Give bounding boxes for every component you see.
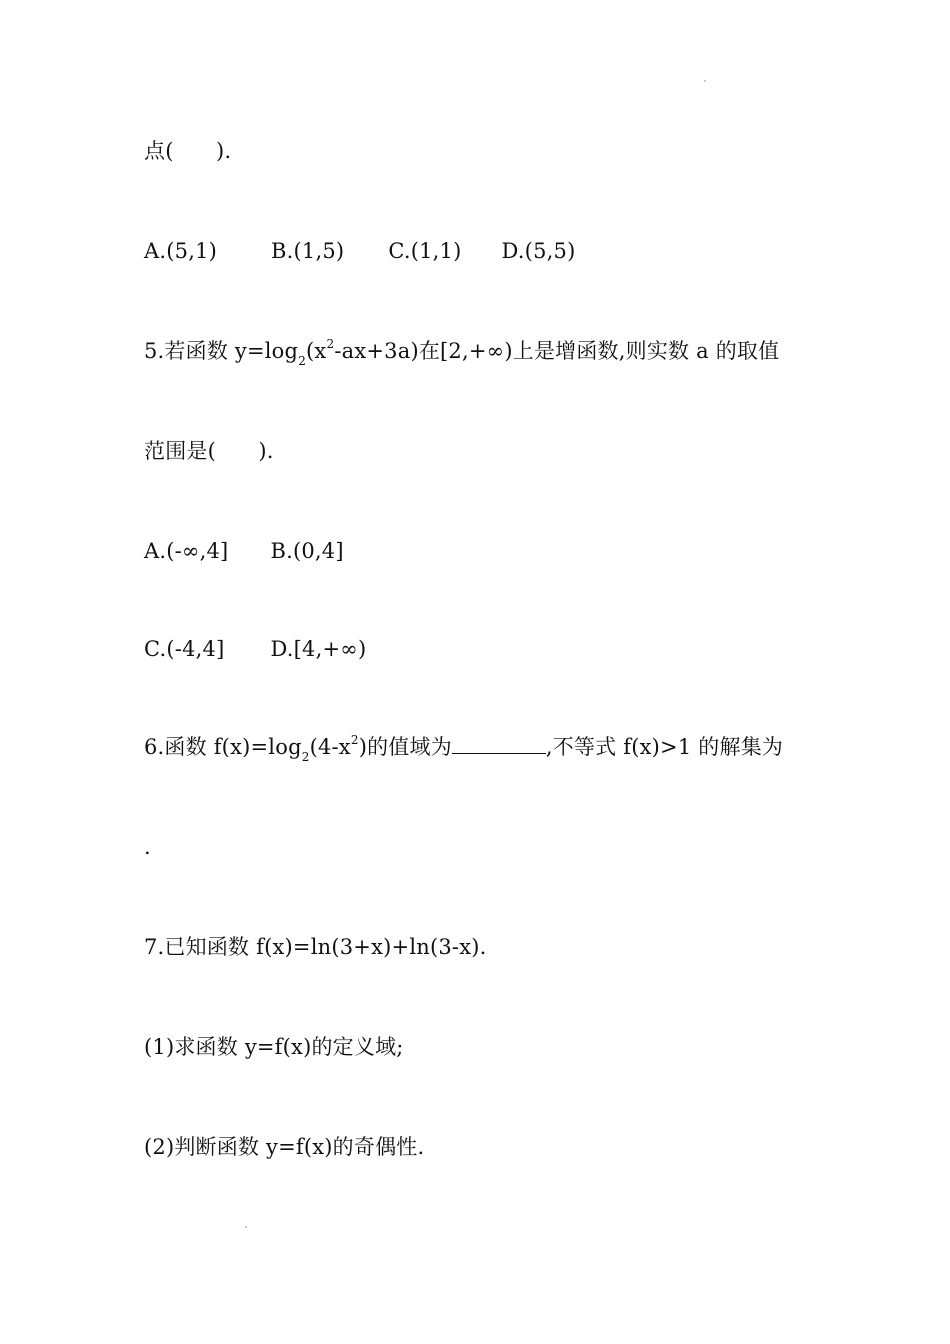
q7-part2 — [144, 1133, 424, 1161]
q7-part2-text: (2)判断函数 y=f(x)的奇偶性. — [144, 1135, 425, 1159]
scan-speck-top — [704, 80, 706, 82]
q5-log-base: 2 — [298, 354, 307, 369]
q5-exponent: 2 — [326, 337, 335, 351]
q4-cont-text: 点( ). — [144, 139, 232, 163]
q5-options-cd — [144, 635, 366, 663]
q4-continuation — [144, 137, 231, 165]
q6-text-2: (4-x — [309, 735, 351, 759]
q4-option-d: D.(5,5) — [501, 239, 576, 263]
q6-exponent: 2 — [350, 733, 359, 747]
q5-option-a: A.(-∞,4] — [144, 539, 229, 563]
q6-text-4: ,不等式 f(x)>1 的解集为 — [545, 735, 784, 759]
q6-stem-line2 — [144, 833, 151, 861]
q6-text-1: 6.函数 f(x)=log — [144, 735, 302, 759]
q6-text-3: )的值域为 — [358, 735, 452, 759]
q5-stem-line2 — [144, 437, 274, 465]
q7-stem — [144, 933, 487, 961]
q5-option-b: B.(0,4] — [270, 539, 344, 563]
q6-line2-text: . — [144, 835, 151, 859]
q4-option-a: A.(5,1) — [144, 239, 218, 263]
q5-text-2: (x — [306, 339, 327, 363]
q5-text-3: -ax+3a)在[2,+∞)上是增函数,则实数 a 的取值 — [334, 339, 780, 363]
q5-stem-line1 — [144, 337, 780, 369]
scan-speck-bottom — [245, 1226, 247, 1228]
q4-option-b: B.(1,5) — [271, 239, 345, 263]
q6-answer-blank[interactable] — [452, 733, 546, 754]
q5-option-c: C.(-4,4] — [144, 637, 225, 661]
q6-log-base: 2 — [301, 750, 310, 765]
q6-stem-line1 — [144, 733, 784, 765]
q5-options-ab — [144, 537, 344, 565]
q7-part1 — [144, 1033, 404, 1061]
q5-option-d: D.[4,+∞) — [270, 637, 367, 661]
q4-options — [144, 237, 575, 265]
q4-option-c: C.(1,1) — [388, 239, 462, 263]
q7-part1-text: (1)求函数 y=f(x)的定义域; — [144, 1035, 404, 1059]
q5-line2-text: 范围是( ). — [144, 439, 274, 463]
q5-text-1: 5.若函数 y=log — [144, 339, 299, 363]
q7-stem-text: 7.已知函数 f(x)=ln(3+x)+ln(3-x). — [144, 935, 487, 959]
